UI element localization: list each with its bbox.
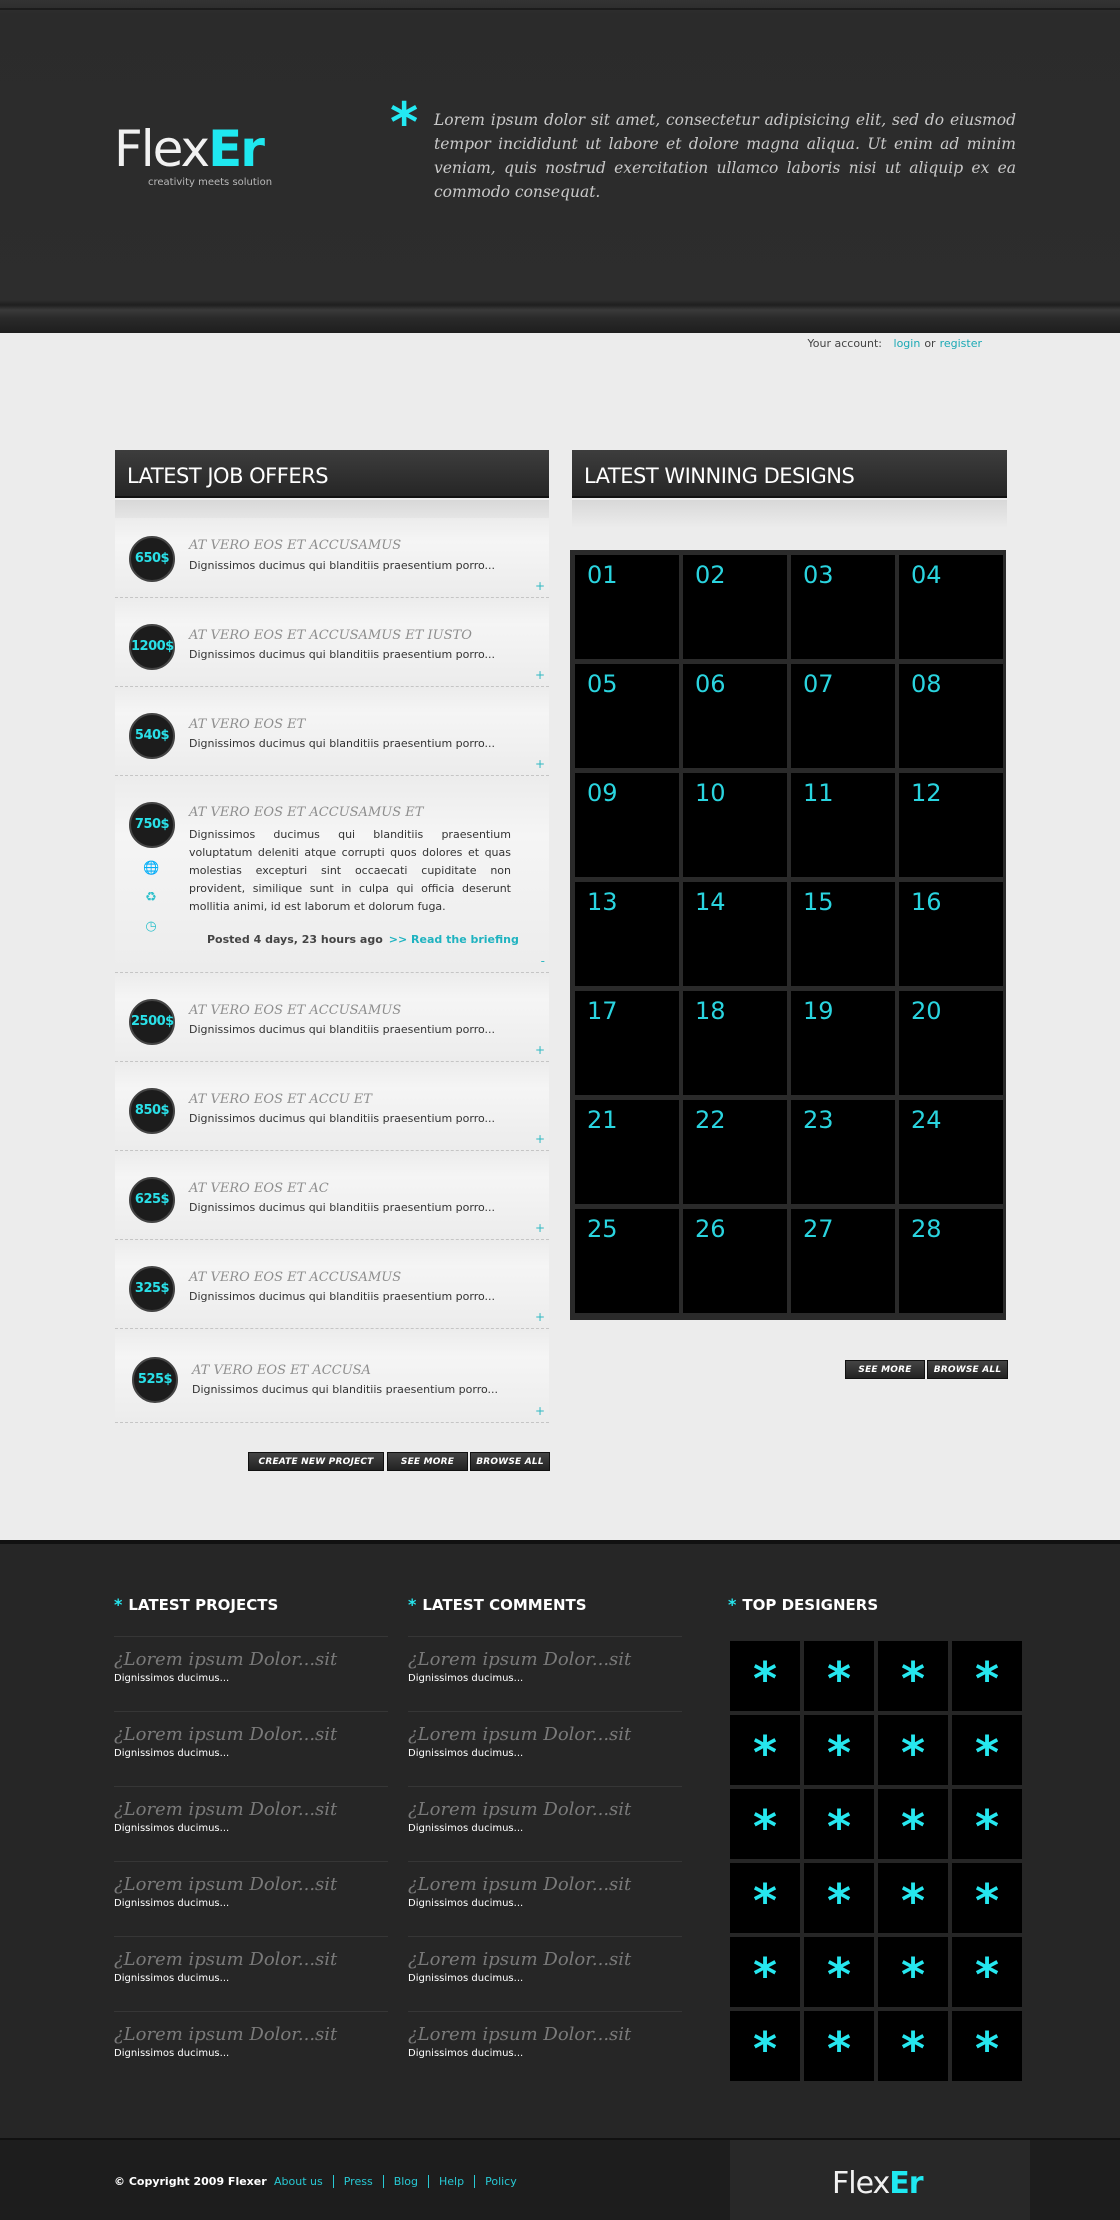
globe-icon[interactable]: 🌐 (143, 861, 160, 876)
account-label: Your account: (807, 337, 883, 350)
designer-avatar[interactable]: * (730, 2011, 800, 2081)
designer-avatar[interactable]: * (878, 1863, 948, 1933)
designer-avatar[interactable]: * (878, 1641, 948, 1711)
designer-avatar[interactable]: * (730, 1715, 800, 1785)
design-thumb[interactable]: 20 (899, 991, 1003, 1095)
designer-avatar[interactable]: * (730, 1641, 800, 1711)
recycle-icon[interactable]: ♻ (145, 890, 157, 905)
register-link[interactable]: register (939, 337, 982, 350)
job-desc: Dignissimos ducimus qui blanditiis praesentium porro... (189, 1023, 496, 1036)
design-thumb[interactable]: 25 (575, 1209, 679, 1313)
collapse-toggle[interactable]: - (540, 954, 545, 968)
design-thumb[interactable]: 10 (683, 773, 787, 877)
design-thumb[interactable]: 02 (683, 555, 787, 659)
design-thumb[interactable]: 22 (683, 1100, 787, 1204)
designer-avatar[interactable]: * (952, 2011, 1022, 2081)
job-offers-heading (115, 450, 549, 498)
asterisk-icon: * (114, 1595, 123, 1614)
comment-item[interactable]: ¿Lorem ipsum Dolor...sit Dignissimos ducimus... (408, 1711, 682, 1787)
design-thumb[interactable]: 12 (899, 773, 1003, 877)
designer-avatar[interactable]: * (730, 1789, 800, 1859)
designer-avatar[interactable]: * (952, 1863, 1022, 1933)
design-thumb[interactable]: 14 (683, 882, 787, 986)
comment-item[interactable]: ¿Lorem ipsum Dolor...sit Dignissimos ducimus... (408, 1936, 682, 2012)
design-thumb[interactable]: 13 (575, 882, 679, 986)
asterisk-icon: * (728, 1595, 737, 1614)
project-item[interactable]: ¿Lorem ipsum Dolor...sit Dignissimos ducimus... (114, 1936, 388, 2012)
job-item[interactable] (115, 1151, 549, 1240)
footer-logo-er: Er (889, 2166, 923, 2201)
job-title[interactable]: AT VERO EOS ET ACCUSAMUS ET IUSTO (189, 628, 472, 643)
header (0, 0, 1120, 333)
designer-avatar[interactable]: * (730, 1863, 800, 1933)
logo[interactable] (114, 120, 294, 194)
design-thumb[interactable]: 23 (791, 1100, 895, 1204)
designer-avatar[interactable]: * (878, 1937, 948, 2007)
job-item[interactable] (115, 1062, 549, 1151)
login-link[interactable]: login (893, 337, 921, 350)
expand-toggle[interactable]: + (534, 668, 545, 682)
design-thumb[interactable]: 01 (575, 555, 679, 659)
asterisk-icon: * (390, 91, 419, 154)
job-price: 750$ (129, 802, 175, 848)
posted-time: Posted 4 days, 23 hours ago (207, 933, 383, 946)
logo-er: Er (208, 120, 263, 178)
design-thumb[interactable]: 09 (575, 773, 679, 877)
job-desc: Dignissimos ducimus qui blanditiis praesentium porro... (189, 1290, 496, 1303)
logo-tagline: creativity meets solution (148, 177, 273, 188)
design-thumb[interactable]: 28 (899, 1209, 1003, 1313)
design-thumb[interactable]: 06 (683, 664, 787, 768)
designer-avatar[interactable]: * (952, 1641, 1022, 1711)
job-price: 325$ (129, 1266, 175, 1312)
design-thumb[interactable]: 17 (575, 991, 679, 1095)
design-thumb[interactable]: 04 (899, 555, 1003, 659)
intro-text: Lorem ipsum dolor sit amet, consectetur adipisicing elit, sed do eiusmod tempor incididunt ut labore et dolore magna aliqua. Ut enim ad minim veniam, quis nostrud exercitation ullamco laboris nisi ut aliquip ex ea commodo consequat. (434, 111, 1016, 201)
expand-toggle[interactable]: + (534, 1310, 545, 1324)
project-item[interactable]: ¿Lorem ipsum Dolor...sit Dignissimos ducimus... (114, 1861, 388, 1937)
expand-toggle[interactable]: + (534, 757, 545, 771)
designer-avatar[interactable]: * (878, 1789, 948, 1859)
footer-logo-flex: Flex (832, 2166, 890, 2201)
comment-item[interactable]: ¿Lorem ipsum Dolor...sit Dignissimos ducimus... (408, 1861, 682, 1937)
job-desc-full: Dignissimos ducimus qui blanditiis praesentium voluptatum deleniti atque corrupti quos dolores et quas molestias excepturi sint occaecati cupiditate non provident, similique sunt in culpa qui officia deserunt mollitia animi, id est laborum et dolorum fuga. (189, 828, 511, 913)
designer-avatar[interactable]: * (804, 1863, 874, 1933)
expand-toggle[interactable]: + (534, 1132, 545, 1146)
read-briefing-link[interactable]: >> Read the briefing (388, 933, 519, 946)
top-designers-heading: * TOP DESIGNERS (728, 1595, 879, 1614)
comment-item[interactable]: ¿Lorem ipsum Dolor...sit Dignissimos ducimus... (408, 2011, 682, 2087)
winning-designs-title: LATEST WINNING DESIGNS (584, 464, 855, 488)
designer-avatar[interactable]: * (952, 1715, 1022, 1785)
designs-see-more-button[interactable]: SEE MORE (845, 1360, 925, 1379)
designer-avatar[interactable]: * (804, 1789, 874, 1859)
design-thumb[interactable]: 21 (575, 1100, 679, 1204)
job-title[interactable]: AT VERO EOS ET ACCU ET (189, 1092, 372, 1107)
job-item-expanded[interactable] (115, 776, 549, 973)
job-offers-title: LATEST JOB OFFERS (127, 464, 329, 488)
design-thumb[interactable]: 15 (791, 882, 895, 986)
design-thumb[interactable]: 11 (791, 773, 895, 877)
comment-item[interactable]: ¿Lorem ipsum Dolor...sit Dignissimos ducimus... (408, 1786, 682, 1862)
copyright: © Copyright 2009 Flexer (114, 2175, 267, 2188)
job-desc: Dignissimos ducimus qui blanditiis praesentium porro... (192, 1383, 499, 1396)
designer-avatar[interactable]: * (952, 1789, 1022, 1859)
job-item[interactable] (115, 1240, 549, 1329)
job-title[interactable]: AT VERO EOS ET (189, 717, 306, 732)
designer-avatar[interactable]: * (804, 1641, 874, 1711)
design-thumb[interactable]: 27 (791, 1209, 895, 1313)
project-item[interactable]: ¿Lorem ipsum Dolor...sit Dignissimos ducimus... (114, 2011, 388, 2087)
expand-toggle[interactable]: + (534, 1221, 545, 1235)
footer-link-about[interactable]: About us (264, 2175, 334, 2188)
job-title[interactable]: AT VERO EOS ET AC (189, 1181, 329, 1196)
job-title[interactable]: AT VERO EOS ET ACCUSAMUS ET (189, 805, 424, 820)
logo-flex: Flex (114, 120, 209, 178)
footer-logo[interactable] (730, 2140, 1030, 2220)
expand-toggle[interactable]: + (534, 579, 545, 593)
account-bar (0, 333, 1120, 357)
winning-designs-heading (572, 450, 1007, 498)
footer-link-blog[interactable]: Blog (384, 2175, 429, 2188)
project-item[interactable]: ¿Lorem ipsum Dolor...sit Dignissimos ducimus... (114, 1786, 388, 1862)
designer-avatar[interactable]: * (804, 1937, 874, 2007)
design-thumb[interactable]: 26 (683, 1209, 787, 1313)
job-desc: Dignissimos ducimus qui blanditiis praesentium porro... (189, 648, 496, 661)
footer-link-policy[interactable]: Policy (485, 2175, 517, 2188)
job-title[interactable]: AT VERO EOS ET ACCUSAMUS (189, 538, 402, 553)
comment-item[interactable]: ¿Lorem ipsum Dolor...sit Dignissimos ducimus... (408, 1636, 682, 1712)
job-price: 525$ (132, 1357, 178, 1403)
designer-avatar[interactable]: * (878, 1715, 948, 1785)
design-thumb[interactable]: 07 (791, 664, 895, 768)
design-thumb[interactable]: 16 (899, 882, 1003, 986)
expand-toggle[interactable]: + (534, 1404, 545, 1418)
footer-link-help[interactable]: Help (429, 2175, 475, 2188)
job-desc: Dignissimos ducimus qui blanditiis praesentium porro... (189, 1201, 496, 1214)
job-price: 650$ (129, 536, 175, 582)
job-title[interactable]: AT VERO EOS ET ACCUSA (192, 1363, 371, 1378)
header-top-line (0, 8, 1120, 10)
project-item[interactable]: ¿Lorem ipsum Dolor...sit Dignissimos ducimus... (114, 1636, 388, 1712)
job-item[interactable] (115, 518, 549, 598)
winning-designs-heading-shadow (572, 500, 1007, 528)
job-title[interactable]: AT VERO EOS ET ACCUSAMUS (189, 1270, 402, 1285)
job-item[interactable] (115, 1329, 549, 1423)
designs-browse-all-button[interactable]: BROWSE ALL (927, 1360, 1008, 1379)
job-item[interactable] (115, 973, 549, 1062)
project-item[interactable]: ¿Lorem ipsum Dolor...sit Dignissimos ducimus... (114, 1711, 388, 1787)
design-thumb[interactable]: 05 (575, 664, 679, 768)
designer-avatar[interactable]: * (952, 1937, 1022, 2007)
clock-icon[interactable]: ◷ (145, 919, 157, 934)
bottom-bar (0, 2138, 1120, 2220)
jobs-see-more-button[interactable]: SEE MORE (387, 1452, 468, 1471)
designs-grid (570, 550, 1006, 1320)
job-desc: Dignissimos ducimus qui blanditiis praesentium porro... (189, 1112, 496, 1125)
design-thumb[interactable]: 24 (899, 1100, 1003, 1204)
design-thumb[interactable]: 18 (683, 991, 787, 1095)
footer (0, 1540, 1120, 2140)
design-thumb[interactable]: 19 (791, 991, 895, 1095)
footer-links (264, 2175, 527, 2188)
latest-comments-heading: * LATEST COMMENTS (408, 1595, 587, 1614)
job-price: 1200$ (129, 624, 175, 670)
job-desc: Dignissimos ducimus qui blanditiis praesentium porro... (189, 559, 496, 572)
design-thumb[interactable]: 08 (899, 664, 1003, 768)
designer-avatar[interactable]: * (878, 2011, 948, 2081)
designer-avatar[interactable]: * (804, 1715, 874, 1785)
job-item[interactable] (115, 598, 549, 687)
create-new-project-button[interactable]: CREATE NEW PROJECT (248, 1452, 384, 1471)
jobs-browse-all-button[interactable]: BROWSE ALL (470, 1452, 550, 1471)
job-price: 540$ (129, 713, 175, 759)
job-price: 625$ (129, 1177, 175, 1223)
account-or: or (924, 337, 936, 350)
job-list (115, 518, 549, 1423)
designer-avatar[interactable]: * (804, 2011, 874, 2081)
job-price: 850$ (129, 1088, 175, 1134)
job-price: 2500$ (129, 999, 175, 1045)
design-thumb[interactable]: 03 (791, 555, 895, 659)
job-desc: Dignissimos ducimus qui blanditiis praesentium porro... (189, 737, 496, 750)
designer-avatar[interactable]: * (730, 1937, 800, 2007)
asterisk-icon: * (408, 1595, 417, 1614)
job-item[interactable] (115, 687, 549, 776)
expand-toggle[interactable]: + (534, 1043, 545, 1057)
job-title[interactable]: AT VERO EOS ET ACCUSAMUS (189, 1003, 402, 1018)
footer-link-press[interactable]: Press (334, 2175, 384, 2188)
latest-projects-heading: * LATEST PROJECTS (114, 1595, 279, 1614)
